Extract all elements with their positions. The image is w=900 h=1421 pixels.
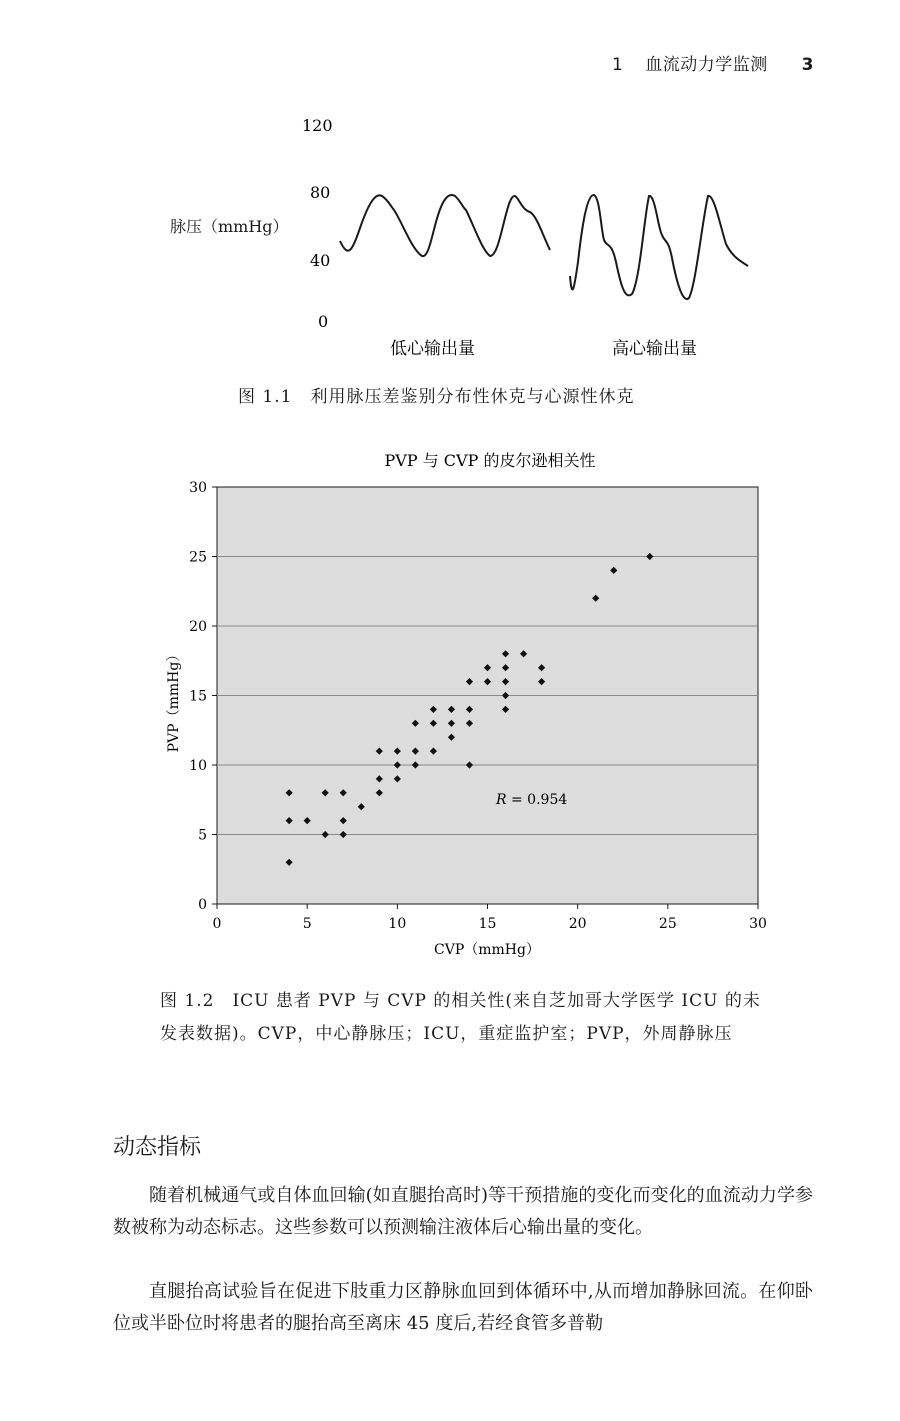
y-tick-label: 10	[189, 758, 207, 774]
figure-1-2-caption: 图 1.2 ICU 患者 PVP 与 CVP 的相关性(来自芝加哥大学医学 ICU 的未发表数据)。CVP，中心静脉压；ICU，重症监护室；PVP，外周静脉压	[160, 991, 761, 1044]
body-paragraph: 随着机械通气或自体血回输(如直腿抬高时)等干预措施的变化而变化的血流动力学参数被称为动态标志。这些参数可以预测输注液体后心输出量的变化。	[113, 1185, 813, 1238]
x-tick-label: 30	[749, 916, 767, 932]
x-axis-label: CVP（mmHg）	[434, 942, 540, 958]
x-tick-label: 0	[212, 916, 222, 932]
body-paragraph: 直腿抬高试验旨在促进下肢重力区静脉血回到体循环中,从而增加静脉回流。在仰卧位或半卧位时将患者的腿抬高至离床 45 度后,若经食管多普勒	[113, 1281, 813, 1334]
fig1-panel-label: 低心输出量	[390, 339, 475, 359]
fig1-y-tick: 80	[310, 183, 331, 202]
y-tick-label: 5	[198, 827, 207, 844]
y-tick-label: 25	[189, 549, 207, 566]
figure-1-1	[0, 100, 900, 400]
low-output-waveform	[340, 195, 550, 256]
fig1-y-label: 脉压（mmHg）	[170, 217, 289, 236]
y-tick-label: 30	[189, 480, 207, 496]
y-tick-label: 0	[198, 897, 207, 913]
figure-1-1-caption: 图 1.1 利用脉压差鉴别分布性休克与心源性休克	[238, 387, 635, 407]
annotation-rest: = 0.954	[506, 792, 568, 808]
y-tick-label: 15	[189, 688, 207, 705]
correlation-annotation	[495, 792, 567, 808]
running-head	[612, 50, 814, 75]
y-axis-label: PVP（mmHg）	[166, 647, 182, 753]
x-tick-label: 25	[658, 916, 677, 932]
x-tick-label: 20	[568, 916, 587, 932]
fig1-panel-label: 高心输出量	[612, 339, 697, 359]
fig1-y-tick: 120	[302, 116, 333, 135]
section-heading: 动态指标	[113, 1135, 202, 1160]
fig1-y-tick: 0	[318, 312, 329, 331]
x-tick-label: 5	[302, 916, 312, 932]
chart-title: PVP 与 CVP 的皮尔逊相关性	[384, 451, 596, 470]
chapter-number: 1	[612, 55, 624, 75]
fig1-y-tick: 40	[310, 251, 331, 270]
chapter-title: 血流动力学监测	[645, 55, 768, 75]
x-tick-label: 10	[388, 916, 407, 932]
y-tick-label: 20	[189, 619, 207, 635]
annotation-italic: R	[496, 792, 507, 808]
x-tick-label: 15	[478, 916, 497, 932]
page-number: 3	[801, 55, 814, 75]
high-output-waveform	[570, 195, 748, 299]
scatter-chart	[0, 430, 900, 970]
